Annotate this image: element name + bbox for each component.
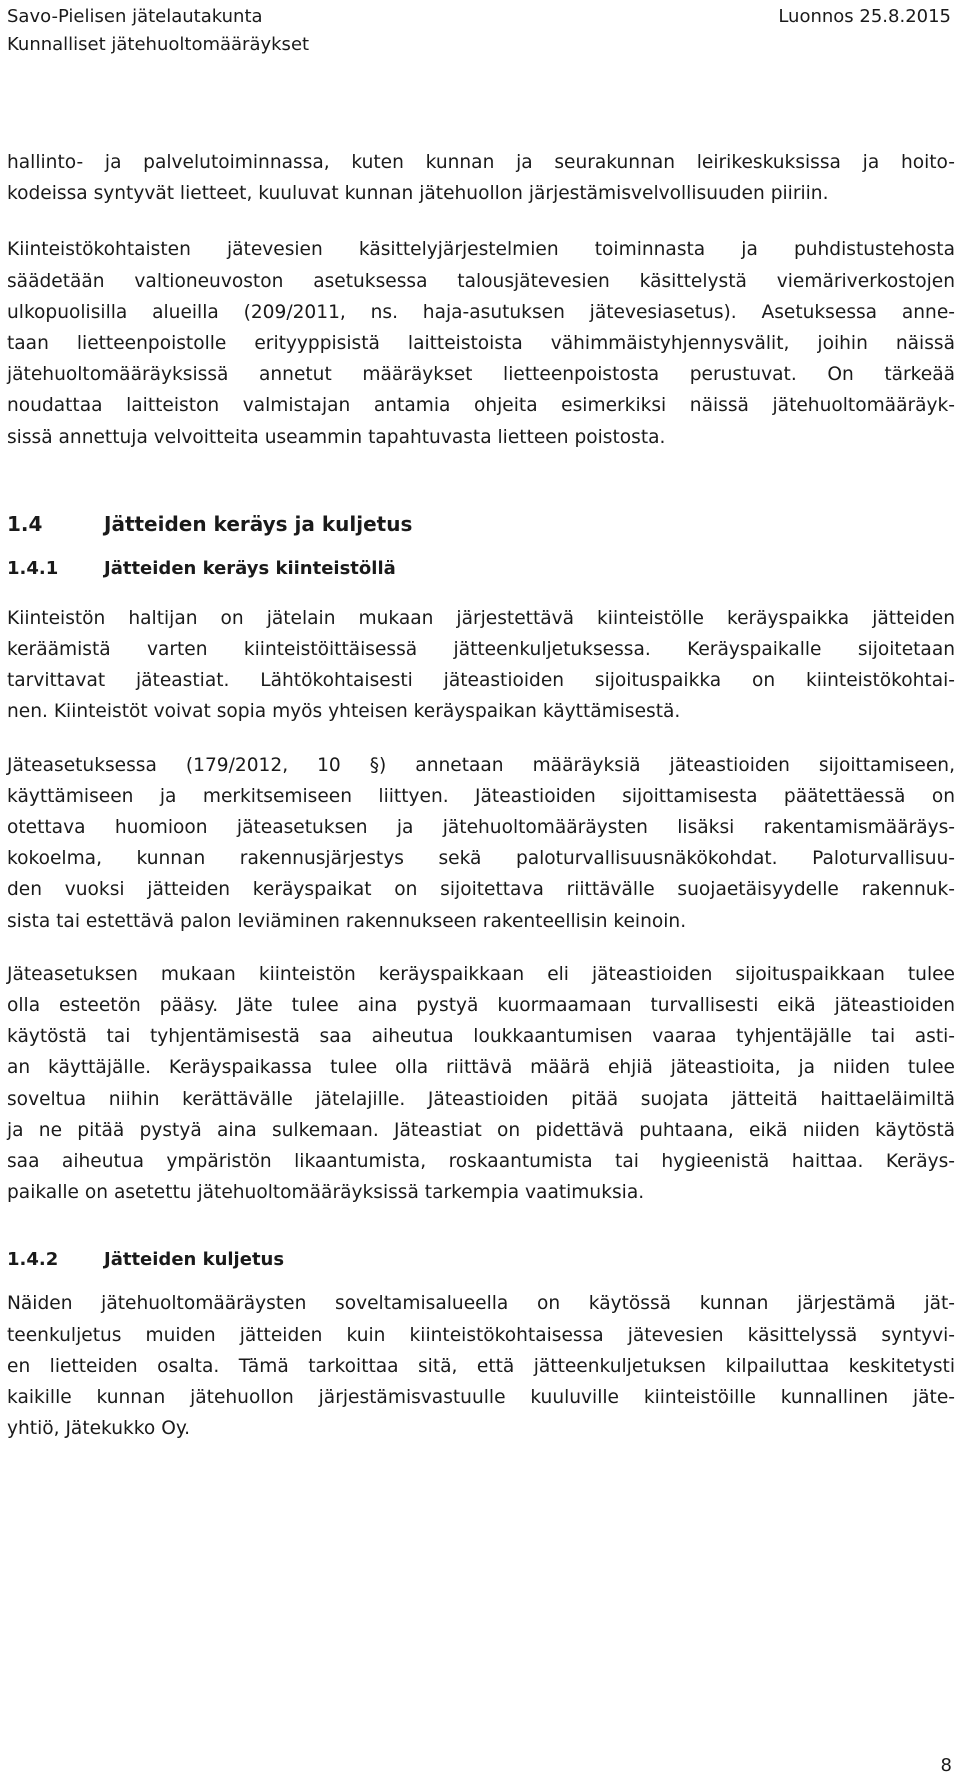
text-line: paikalle on asetettu jätehuoltomääräyksissä tarkempia vaatimuksia.	[7, 1182, 645, 1204]
section-heading-1-4-2	[7, 1246, 955, 1274]
text-line: Kiinteistökohtaisten jätevesien käsittelyjärjestelmien toiminnasta ja puhdistustehosta	[7, 239, 955, 261]
paragraph-waste-decree	[7, 750, 955, 937]
text-line: sissä annettuja velvoitteita useammin tapahtuvasta lietteen poistosta.	[7, 426, 666, 448]
text-line: kaikille kunnan jätehuollon järjestämisvastuulle kuuluville kiinteistöille kunnallinen jäte-	[7, 1387, 955, 1409]
header-document-title: Kunnalliset jätehuoltomääräykset	[7, 34, 310, 55]
section-number: 1.4.2	[7, 1249, 59, 1271]
section-title: Jätteiden kuljetus	[104, 1249, 285, 1271]
section-heading-1-4	[7, 509, 955, 539]
page-header	[7, 3, 953, 59]
document-body	[7, 147, 955, 1445]
paragraph-waste-transport	[7, 1288, 955, 1444]
text-line: keräämistä varten kiinteistöittäisessä jätteenkuljetuksessa. Keräyspaikalle sijoitetaan	[7, 639, 955, 661]
text-line: taan lietteenpoistolle erityyppisistä laitteistoista vähimmäistyhjennysvälit, joihin näissä	[7, 333, 955, 355]
page-number: 8	[940, 1755, 952, 1776]
paragraph-sludge-scope	[7, 147, 955, 209]
text-line: en lietteiden osalta. Tämä tarkoittaa sitä, että jätteenkuljetuksen kilpailuttaa keskitetysti	[7, 1355, 955, 1377]
text-line: soveltua niihin kerättävälle jätelajille. Jäteastioiden pitää suojata jätteitä haittaeläimiltä	[7, 1088, 955, 1110]
text-line: teenkuljetus muiden jätteiden kuin kiinteistökohtaisessa jätevesien käsittelyssä syntyvi-	[7, 1324, 955, 1346]
text-line: säädetään valtioneuvoston asetuksessa talousjätevesien käsittelystä viemäriverkostojen	[7, 270, 955, 292]
paragraph-wastewater-systems	[7, 234, 955, 452]
text-line: ulkopuolisilla alueilla (209/2011, ns. haja-asutuksen jätevesiasetus). Asetuksessa anne-	[7, 301, 955, 323]
text-line: hallinto- ja palvelutoiminnassa, kuten kunnan ja seurakunnan leirikeskuksissa ja hoito-	[7, 152, 955, 173]
text-line: otettava huomioon jäteasetuksen ja jätehuoltomääräysten lisäksi rakentamismääräys-	[7, 817, 955, 839]
section-title: Jätteiden keräys kiinteistöllä	[104, 557, 396, 579]
text-line: olla esteetön pääsy. Jäte tulee aina pystyä kuormaamaan turvallisesti eikä jäteastioiden	[7, 995, 955, 1017]
section-number: 1.4	[7, 511, 43, 536]
text-line: nen. Kiinteistöt voivat sopia myös yhteisen keräyspaikan käyttämisestä.	[7, 701, 681, 723]
text-line: Kiinteistön haltijan on jätelain mukaan järjestettävä kiinteistölle keräyspaikka jätteiden	[7, 607, 955, 629]
paragraph-collection-point	[7, 603, 955, 728]
header-draft-date: Luonnos 25.8.2015	[778, 6, 951, 27]
section-title: Jätteiden keräys ja kuljetus	[104, 511, 413, 536]
text-line: an käyttäjälle. Keräyspaikassa tulee olla riittävä määrä ehjiä jäteastioita, ja niiden tulee	[7, 1057, 955, 1079]
text-line: ja ne pitää pystyä aina sulkemaan. Jäteastiat on pidettävä puhtaana, eikä niiden käytöstä	[7, 1119, 955, 1141]
section-heading-1-4-1	[7, 555, 955, 583]
text-line: sista tai estettävä palon leviäminen rakennukseen rakenteellisin keinoin.	[7, 910, 687, 932]
text-line: jätehuoltomääräyksissä annetut määräykset lietteenpoistosta perustuvat. On tärkeää	[7, 364, 955, 386]
text-line: Jäteasetuksen mukaan kiinteistön keräyspaikkaan eli jäteastioiden sijoituspaikkaan tulee	[7, 963, 955, 985]
text-line: Näiden jätehuoltomääräysten soveltamisalueella on käytössä kunnan järjestämä jät-	[7, 1293, 955, 1315]
text-line: tarvittavat jäteastiat. Lähtökohtaisesti jäteastioiden sijoituspaikka on kiinteistökohtai-	[7, 670, 955, 692]
text-line: den vuoksi jätteiden keräyspaikat on sijoitettava riittävälle suojaetäisyydelle rakennuk-	[7, 879, 955, 901]
text-line: kokoelma, kunnan rakennusjärjestys sekä paloturvallisuusnäkökohdat. Paloturvallisuu-	[7, 848, 955, 870]
text-line: käyttämiseen ja merkitsemiseen liittyen. Jäteastioiden sijoittamisesta päätettäessä on	[7, 785, 955, 807]
text-line: käytöstä tai tyhjentämisestä saa aiheutua loukkaantumisen vaaraa tyhjentäjälle tai asti-	[7, 1026, 955, 1048]
section-number: 1.4.1	[7, 557, 59, 579]
text-line: kodeissa syntyvät lietteet, kuuluvat kunnan jätehuollon järjestämisvelvollisuuden piiriin.	[7, 183, 829, 205]
paragraph-access-requirements	[7, 959, 955, 1209]
text-line: Jäteasetuksessa (179/2012, 10 §) annetaan määräyksiä jäteastioiden sijoittamiseen,	[7, 754, 955, 776]
text-line: noudattaa laitteiston valmistajan antamia ohjeita esimerkiksi näissä jätehuoltomääräyk-	[7, 395, 955, 417]
text-line: saa aiheutua ympäristön likaantumista, roskaantumista tai hygieenistä haittaa. Keräys-	[7, 1151, 955, 1173]
header-top-row	[7, 3, 953, 31]
header-organization: Savo-Pielisen jätelautakunta	[7, 6, 263, 27]
text-line: yhtiö, Jätekukko Oy.	[7, 1418, 191, 1440]
